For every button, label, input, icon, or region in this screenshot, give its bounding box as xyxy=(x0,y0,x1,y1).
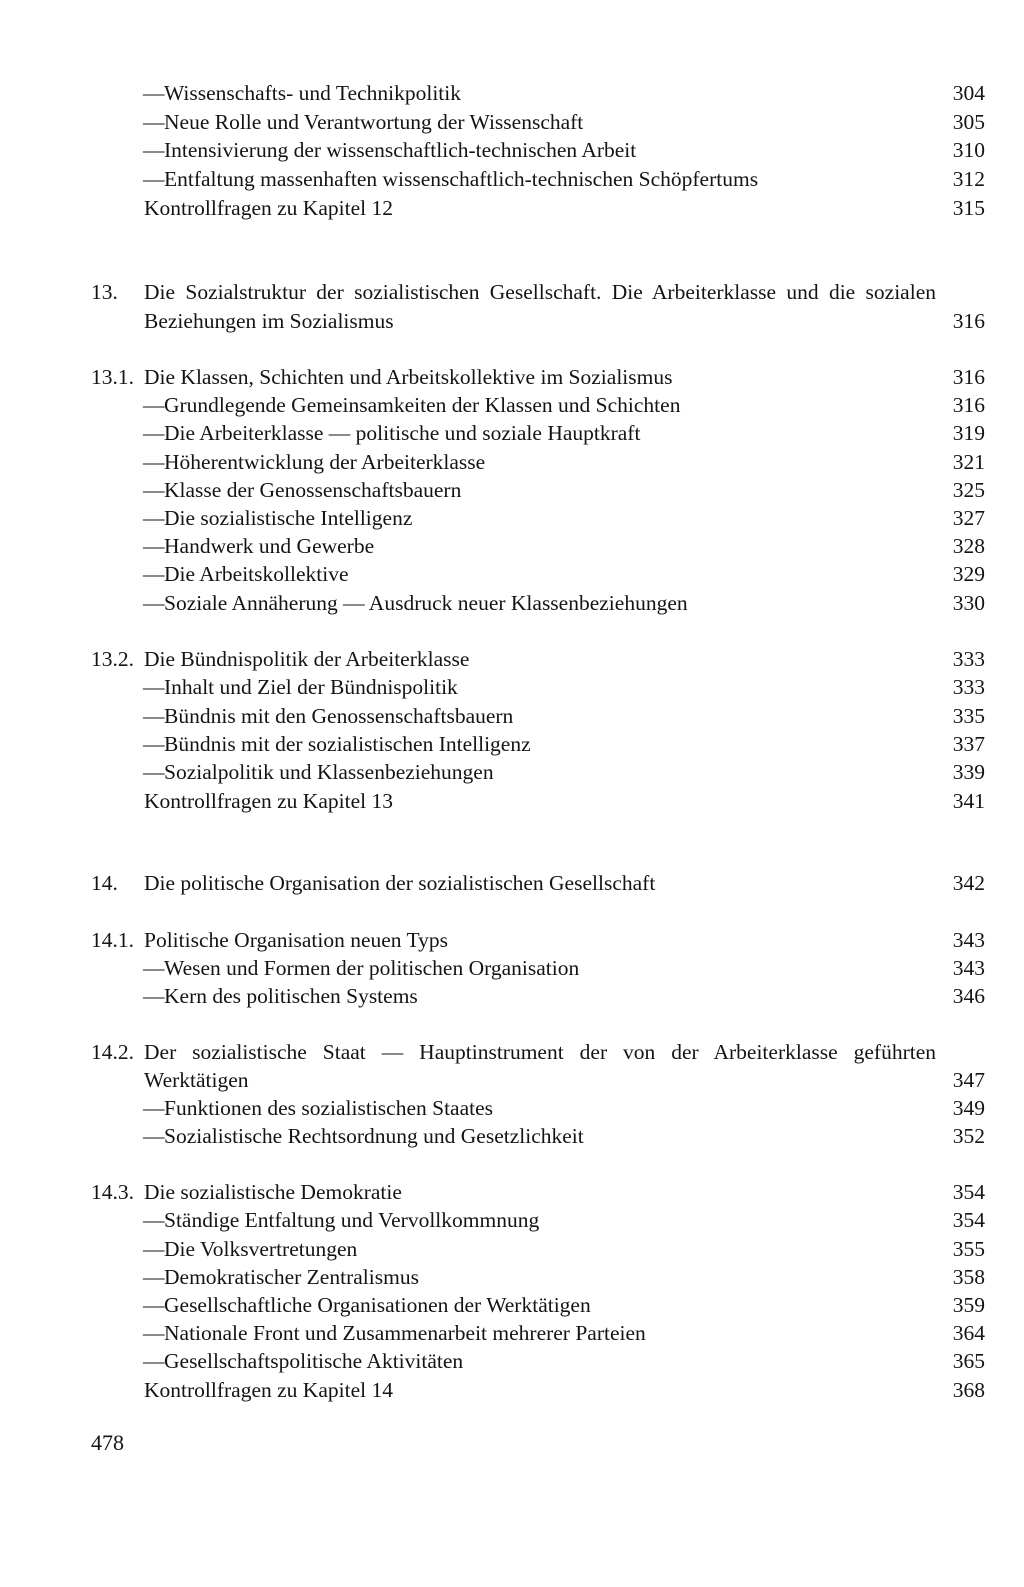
section-number: 13.2. xyxy=(91,647,134,671)
entry-page: 316 xyxy=(952,365,985,389)
toc-entry xyxy=(0,1234,1024,1264)
entry-page: 327 xyxy=(952,506,985,530)
toc-control-questions xyxy=(0,1375,1024,1405)
entry-title: Kern des politischen Systems xyxy=(164,984,418,1008)
entry-dash: — xyxy=(143,591,165,615)
chapter-title: Die politische Organisation der sozialistischen Gesellschaft xyxy=(144,871,656,895)
toc-entry xyxy=(0,672,1024,702)
entry-page: 333 xyxy=(952,675,985,699)
entry-page: 355 xyxy=(952,1237,985,1261)
entry-page: 365 xyxy=(952,1349,985,1373)
toc-entry xyxy=(0,531,1024,561)
toc-entry xyxy=(0,559,1024,589)
toc-entry xyxy=(0,447,1024,477)
entry-dash: — xyxy=(143,167,165,191)
section-title-line: Der sozialistische Staat — Hauptinstrument der von der Arbeiterklasse geführten xyxy=(144,1040,936,1064)
chapter-title-line: Beziehungen im Sozialismus xyxy=(144,309,394,333)
toc-entry xyxy=(0,729,1024,759)
entry-title: Kontrollfragen zu Kapitel 13 xyxy=(144,789,393,813)
entry-page: 354 xyxy=(952,1208,985,1232)
entry-page: 359 xyxy=(952,1293,985,1317)
entry-title: Kontrollfragen zu Kapitel 12 xyxy=(144,196,393,220)
section-number: 14.3. xyxy=(91,1180,134,1204)
entry-title: Ständige Entfaltung und Vervollkommnung xyxy=(164,1208,540,1232)
section-heading xyxy=(0,1065,1024,1095)
entry-dash: — xyxy=(143,1096,165,1120)
chapter-heading xyxy=(0,868,1024,898)
entry-dash: — xyxy=(143,1237,165,1261)
entry-title: Sozialistische Rechtsordnung und Gesetzlichkeit xyxy=(164,1124,584,1148)
entry-dash: — xyxy=(143,984,165,1008)
section-title: Die sozialistische Demokratie xyxy=(144,1180,402,1204)
entry-title: Die Volksvertretungen xyxy=(164,1237,358,1261)
section-title: Die Klassen, Schichten und Arbeitskollektive im Sozialismus xyxy=(144,365,673,389)
entry-page: 341 xyxy=(952,789,985,813)
entry-dash: — xyxy=(143,1293,165,1317)
entry-page: 354 xyxy=(952,1180,985,1204)
entry-page: 325 xyxy=(952,478,985,502)
entry-dash: — xyxy=(143,450,165,474)
entry-page: 316 xyxy=(952,309,985,333)
toc-entry xyxy=(0,503,1024,533)
entry-title: Wissenschafts- und Technikpolitik xyxy=(164,81,461,105)
toc-control-questions xyxy=(0,193,1024,223)
entry-dash: — xyxy=(143,1208,165,1232)
entry-dash: — xyxy=(143,81,165,105)
entry-title: Entfaltung massenhaften wissenschaftlich-technischen Schöpfertums xyxy=(164,167,759,191)
entry-title: Nationale Front und Zusammenarbeit mehrerer Parteien xyxy=(164,1321,646,1345)
entry-page: 343 xyxy=(952,928,985,952)
entry-title: Kontrollfragen zu Kapitel 14 xyxy=(144,1378,393,1402)
entry-page: 316 xyxy=(952,393,985,417)
chapter-title-line: Die Sozialstruktur der sozialistischen Gesellschaft. Die Arbeiterklasse und die sozialen xyxy=(144,280,936,304)
section-number: 14.2. xyxy=(91,1040,134,1064)
entry-dash: — xyxy=(143,421,165,445)
section-title-line: Werktätigen xyxy=(144,1068,249,1092)
toc-entry xyxy=(0,418,1024,448)
section-heading xyxy=(0,1037,1024,1067)
chapter-number: 13. xyxy=(91,280,118,304)
entry-title: Inhalt und Ziel der Bündnispolitik xyxy=(164,675,458,699)
entry-title: Klasse der Genossenschaftsbauern xyxy=(164,478,462,502)
entry-dash: — xyxy=(143,675,165,699)
entry-page: 304 xyxy=(952,81,985,105)
entry-page: 364 xyxy=(952,1321,985,1345)
chapter-number: 14. xyxy=(91,871,118,895)
entry-dash: — xyxy=(143,956,165,980)
entry-title: Höherentwicklung der Arbeiterklasse xyxy=(164,450,486,474)
toc-entry xyxy=(0,953,1024,983)
toc-entry xyxy=(0,135,1024,165)
entry-dash: — xyxy=(143,534,165,558)
entry-page: 346 xyxy=(952,984,985,1008)
entry-dash: — xyxy=(143,760,165,784)
toc-entry xyxy=(0,1262,1024,1292)
page-number: 478 xyxy=(91,1430,124,1455)
entry-title: Bündnis mit den Genossenschaftsbauern xyxy=(164,704,514,728)
entry-page: 315 xyxy=(952,196,985,220)
entry-page: 358 xyxy=(952,1265,985,1289)
toc-entry xyxy=(0,107,1024,137)
entry-dash: — xyxy=(143,732,165,756)
entry-page: 347 xyxy=(952,1068,985,1092)
entry-title: Die sozialistische Intelligenz xyxy=(164,506,413,530)
section-title: Politische Organisation neuen Typs xyxy=(144,928,449,952)
entry-page: 305 xyxy=(952,110,985,134)
entry-page: 333 xyxy=(952,647,985,671)
entry-title: Funktionen des sozialistischen Staates xyxy=(164,1096,494,1120)
toc-entry xyxy=(0,164,1024,194)
entry-page: 321 xyxy=(952,450,985,474)
toc-entry xyxy=(0,1121,1024,1151)
entry-page: 342 xyxy=(952,871,985,895)
toc-entry xyxy=(0,1093,1024,1123)
entry-title: Demokratischer Zentralismus xyxy=(164,1265,419,1289)
entry-title: Die Arbeiterklasse — politische und soziale Hauptkraft xyxy=(164,421,641,445)
entry-dash: — xyxy=(143,138,165,162)
toc-entry xyxy=(0,1346,1024,1376)
entry-title: Neue Rolle und Verantwortung der Wissenschaft xyxy=(164,110,584,134)
entry-page: 329 xyxy=(952,562,985,586)
toc-entry xyxy=(0,981,1024,1011)
entry-title: Grundlegende Gemeinsamkeiten der Klassen und Schichten xyxy=(164,393,681,417)
section-heading xyxy=(0,1177,1024,1207)
entry-page: 368 xyxy=(952,1378,985,1402)
entry-title: Gesellschaftliche Organisationen der Werktätigen xyxy=(164,1293,591,1317)
entry-dash: — xyxy=(143,704,165,728)
section-heading xyxy=(0,644,1024,674)
section-heading xyxy=(0,925,1024,955)
entry-page: 343 xyxy=(952,956,985,980)
entry-title: Gesellschaftspolitische Aktivitäten xyxy=(164,1349,464,1373)
entry-page: 335 xyxy=(952,704,985,728)
entry-dash: — xyxy=(143,1265,165,1289)
toc-entry xyxy=(0,1205,1024,1235)
entry-page: 310 xyxy=(952,138,985,162)
toc-entry xyxy=(0,78,1024,108)
toc-entry xyxy=(0,390,1024,420)
toc-entry xyxy=(0,757,1024,787)
section-heading xyxy=(0,362,1024,392)
entry-page: 319 xyxy=(952,421,985,445)
entry-dash: — xyxy=(143,506,165,530)
entry-dash: — xyxy=(143,478,165,502)
entry-page: 312 xyxy=(952,167,985,191)
entry-title: Soziale Annäherung — Ausdruck neuer Klassenbeziehungen xyxy=(164,591,688,615)
entry-title: Intensivierung der wissenschaftlich-technischen Arbeit xyxy=(164,138,637,162)
entry-dash: — xyxy=(143,1349,165,1373)
entry-page: 352 xyxy=(952,1124,985,1148)
entry-dash: — xyxy=(143,562,165,586)
entry-dash: — xyxy=(143,1321,165,1345)
entry-page: 339 xyxy=(952,760,985,784)
toc-entry xyxy=(0,701,1024,731)
entry-page: 330 xyxy=(952,591,985,615)
section-number: 14.1. xyxy=(91,928,134,952)
section-number: 13.1. xyxy=(91,365,134,389)
toc-control-questions xyxy=(0,786,1024,816)
entry-dash: — xyxy=(143,110,165,134)
entry-title: Bündnis mit der sozialistischen Intelligenz xyxy=(164,732,531,756)
entry-title: Sozialpolitik und Klassenbeziehungen xyxy=(164,760,494,784)
chapter-heading xyxy=(0,306,1024,336)
entry-page: 337 xyxy=(952,732,985,756)
entry-page: 349 xyxy=(952,1096,985,1120)
section-title: Die Bündnispolitik der Arbeiterklasse xyxy=(144,647,470,671)
chapter-heading xyxy=(0,277,1024,307)
entry-title: Die Arbeitskollektive xyxy=(164,562,349,586)
toc-entry xyxy=(0,475,1024,505)
toc-entry xyxy=(0,588,1024,618)
entry-title: Handwerk und Gewerbe xyxy=(164,534,375,558)
entry-dash: — xyxy=(143,1124,165,1148)
toc-entry xyxy=(0,1290,1024,1320)
entry-title: Wesen und Formen der politischen Organisation xyxy=(164,956,580,980)
entry-page: 328 xyxy=(952,534,985,558)
toc-entry xyxy=(0,1318,1024,1348)
entry-dash: — xyxy=(143,393,165,417)
